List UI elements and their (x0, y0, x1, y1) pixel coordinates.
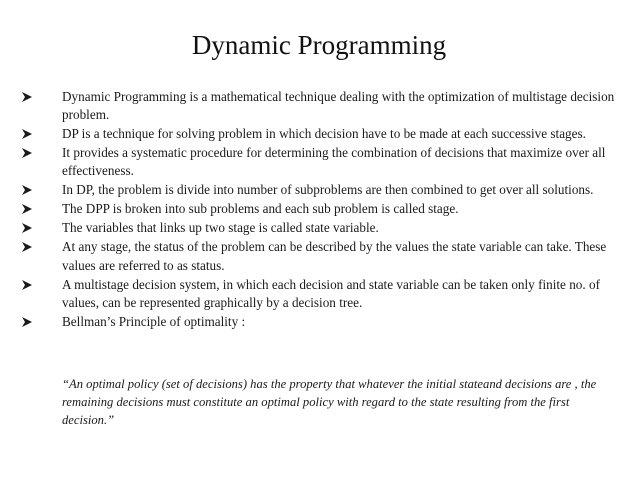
bullet-text: In DP, the problem is divide into number of subproblems are then combined to get over all solutions. (62, 182, 594, 198)
arrowhead-bullet-icon (22, 280, 32, 290)
arrowhead-bullet-icon (22, 92, 32, 102)
bullet-item (20, 125, 620, 143)
bullet-text: DP is a technique for solving problem in which decision have to be made at each successive stages. (62, 126, 586, 142)
bullet-item (20, 313, 620, 331)
arrowhead-bullet-icon (22, 204, 32, 214)
arrowhead-bullet-icon (22, 185, 32, 195)
bullet-item (20, 238, 620, 274)
arrowhead-bullet-icon (22, 129, 32, 139)
bullet-item (20, 181, 620, 199)
bullet-item (20, 276, 620, 312)
bullet-item (20, 219, 620, 237)
bullet-text: A multistage decision system, in which each decision and state variable can be taken only finite no. of values, can be represented graphically by a decision tree. (62, 276, 600, 310)
bullet-list (20, 88, 620, 332)
bellman-quote: “An optimal policy (set of decisions) has the property that whatever the initial stateand decisions are , the remaining decisions must constitute an optimal policy with regard to the state resulting from the first decision.” (62, 377, 597, 428)
bullet-item (20, 200, 620, 218)
arrowhead-bullet-icon (22, 148, 32, 158)
slide-title: Dynamic Programming (191, 30, 447, 60)
bullet-text: Dynamic Programming is a mathematical technique dealing with the optimization of multistage decision problem. (62, 89, 615, 123)
bullet-item (20, 144, 620, 180)
arrowhead-bullet-icon (22, 317, 32, 327)
bullet-text: Bellman’s Principle of optimality : (62, 313, 246, 329)
bullet-text: It provides a systematic procedure for determining the combination of decisions that maximize over all effectiveness. (62, 145, 606, 179)
arrowhead-bullet-icon (22, 223, 32, 233)
bullet-text: At any stage, the status of the problem can be described by the values the state variable can take. These values are referred to as status. (62, 239, 607, 273)
bullet-item (20, 88, 620, 124)
arrowhead-bullet-icon (22, 242, 32, 252)
bullet-text: The DPP is broken into sub problems and each sub problem is called stage. (62, 201, 459, 217)
bullet-text: The variables that links up two stage is called state variable. (62, 220, 379, 236)
